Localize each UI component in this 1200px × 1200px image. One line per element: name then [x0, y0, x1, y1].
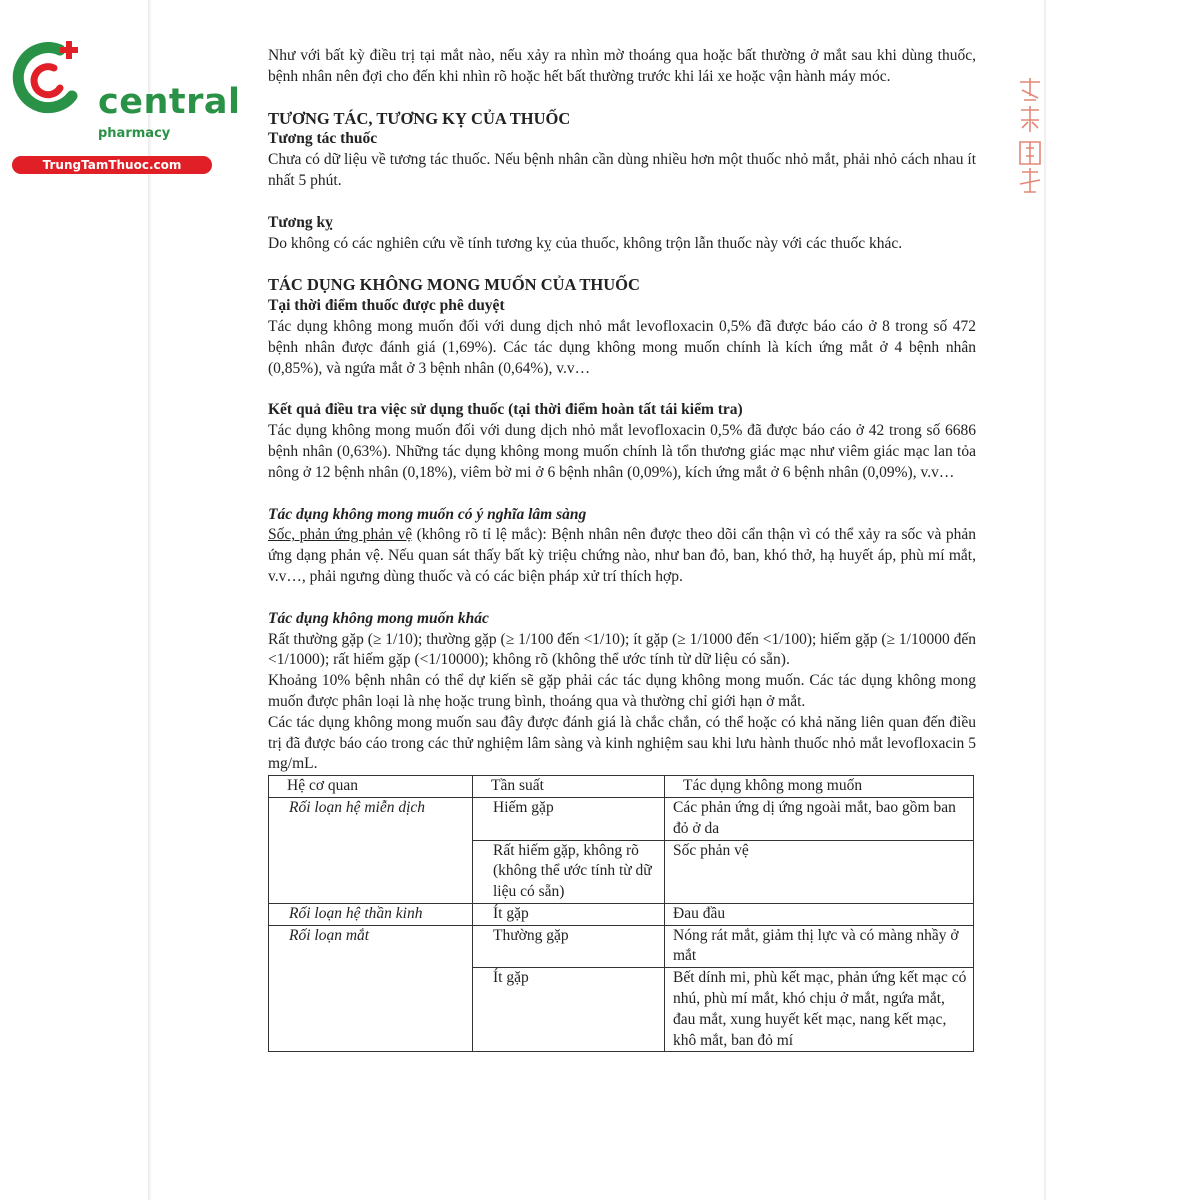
logo-c-icon	[10, 38, 90, 118]
brand-url[interactable]: TrungTamThuoc.com	[12, 156, 212, 174]
effect-cell: Các phản ứng dị ứng ngoài mắt, bao gồm ban đỏ ở da	[665, 797, 974, 840]
header-effect: Tác dụng không mong muốn	[665, 776, 974, 798]
survey-heading: Kết quả điều tra việc sử dụng thuốc (tại thời điểm hoàn tất tái kiểm tra)	[268, 401, 743, 419]
organ-cell: Rối loạn mắt	[269, 925, 473, 1052]
document-body	[268, 46, 976, 1052]
organ-cell: Rối loạn hệ thần kinh	[269, 903, 473, 925]
clinical-text: (không rõ tỉ lệ mắc): Bệnh nhân nên được theo dõi cẩn thận vì có thể xảy ra sốc và phản ứng dạng phản vệ. Nếu quan sát thấy bất kỳ triệu chứng nào, như ban đỏ, ban, khó thở, hạ huyết áp, phù mí mắt, v.v…, phải ngưng dùng thuốc và có các biện pháp xử trí thích hợp.	[268, 526, 976, 585]
pharmacy-logo[interactable]	[10, 38, 241, 172]
page-edge-shadow	[148, 0, 152, 1200]
approval-text: Tác dụng không mong muốn đối với dung dịch nhỏ mắt levofloxacin 0,5% đã được báo cáo ở 8 trong số 472 bệnh nhân được đánh giá (1,69%). Các tác dụng không mong muốn chính là kích ứng mắt ở 4 bệnh nhân (0,85%), và ngứa mắt ở 3 bệnh nhân (0,64%), v.v…	[268, 317, 976, 377]
red-stamp-icon	[1016, 76, 1044, 194]
other-paragraph-2: Khoảng 10% bệnh nhân có thể dự kiến sẽ gặp phải các tác dụng không mong muốn. Các tác dụng không mong muốn được phân loại là nhẹ hoặc trung bình, thoáng qua và thường chỉ giới hạn ở mắt.	[268, 672, 976, 710]
incompatibility-heading: Tương kỵ	[268, 213, 333, 231]
brand-subtitle: pharmacy	[98, 126, 171, 141]
frequency-cell: Rất hiếm gặp, không rõ (không thể ước tính từ dữ liệu có sẵn)	[473, 840, 665, 903]
clinical-label: Sốc, phản ứng phản vệ	[268, 526, 413, 544]
clinical-heading: Tác dụng không mong muốn có ý nghĩa lâm sàng	[268, 505, 587, 523]
table-header-row	[269, 776, 974, 798]
organ-cell: Rối loạn hệ miễn dịch	[269, 797, 473, 903]
table-row	[269, 903, 974, 925]
header-organ: Hệ cơ quan	[269, 776, 473, 798]
adverse-effects-table	[268, 775, 974, 1052]
drug-interaction-text: Chưa có dữ liệu về tương tác thuốc. Nếu bệnh nhân cần dùng nhiều hơn một thuốc nhỏ mắt, phải nhỏ cách nhau ít nhất 5 phút.	[268, 151, 976, 189]
frequency-cell: Thường gặp	[473, 925, 665, 968]
effect-cell: Nóng rát mắt, giảm thị lực và có màng nhầy ở mắt	[665, 925, 974, 968]
drug-interaction-heading: Tương tác thuốc	[268, 130, 378, 148]
other-paragraph-3: Các tác dụng không mong muốn sau đây được đánh giá là chắc chắn, có thể hoặc có khả năng liên quan đến điều trị đã được báo cáo trong các thử nghiệm lâm sàng và kinh nghiệm sau khi lưu hành thuốc nhỏ mắt levofloxacin 5 mg/mL.	[268, 713, 976, 773]
frequency-definitions: Rất thường gặp (≥ 1/10); thường gặp (≥ 1/100 đến <1/10); ít gặp (≥ 1/1000 đến <1/100); hiếm gặp (≥ 1/10000 đến <1/1000); rất hiếm gặp (<1/10000); không rõ (không thể ước tính từ dữ liệu có sẵn).	[268, 630, 976, 669]
brand-name: central	[98, 82, 241, 122]
approval-heading: Tại thời điểm thuốc được phê duyệt	[268, 297, 505, 315]
header-frequency: Tần suất	[473, 776, 665, 798]
incompatibility-text: Do không có các nghiên cứu về tính tương kỵ của thuốc, không trộn lẫn thuốc này với các thuốc khác.	[268, 234, 903, 252]
effect-cell: Sốc phản vệ	[665, 840, 974, 903]
frequency-cell: Ít gặp	[473, 968, 665, 1052]
table-row	[269, 925, 974, 968]
frequency-cell: Ít gặp	[473, 903, 665, 925]
interaction-title: TƯƠNG TÁC, TƯƠNG KỴ CỦA THUỐC	[268, 108, 571, 128]
survey-text: Tác dụng không mong muốn đối với dung dịch nhỏ mắt levofloxacin 0,5% đã được báo cáo ở 42 trong số 6686 bệnh nhân (0,63%). Những tác dụng không mong muốn chính là tổn thương giác mạc như viêm giác mạc lan tỏa nông ở 12 bệnh nhân (0,18%), viêm bờ mi ở 6 bệnh nhân (0,09%), kích ứng mắt ở 6 bệnh nhân (0,09%), v.v…	[268, 422, 976, 481]
page-edge-line	[1044, 0, 1046, 1200]
effect-cell: Bết dính mi, phù kết mạc, phản ứng kết mạc có nhú, phù mí mắt, khó chịu ở mắt, ngứa mắt, đau mắt, xung huyết kết mạc, nang kết mạc, khô mắt, ban đỏ mí	[665, 968, 974, 1052]
adverse-title: TÁC DỤNG KHÔNG MONG MUỐN CỦA THUỐC	[268, 275, 640, 295]
other-heading: Tác dụng không mong muốn khác	[268, 609, 489, 627]
frequency-cell: Hiếm gặp	[473, 797, 665, 840]
effect-cell: Đau đầu	[665, 903, 974, 925]
intro-paragraph: Như với bất kỳ điều trị tại mắt nào, nếu xảy ra nhìn mờ thoáng qua hoặc bất thường ở mắt sau khi dùng thuốc, bệnh nhân nên đợi cho đến khi nhìn rõ hoặc hết bất thường trước khi lái xe hoặc vận hành máy móc.	[268, 47, 976, 85]
table-row	[269, 797, 974, 840]
clinical-paragraph	[268, 525, 976, 587]
